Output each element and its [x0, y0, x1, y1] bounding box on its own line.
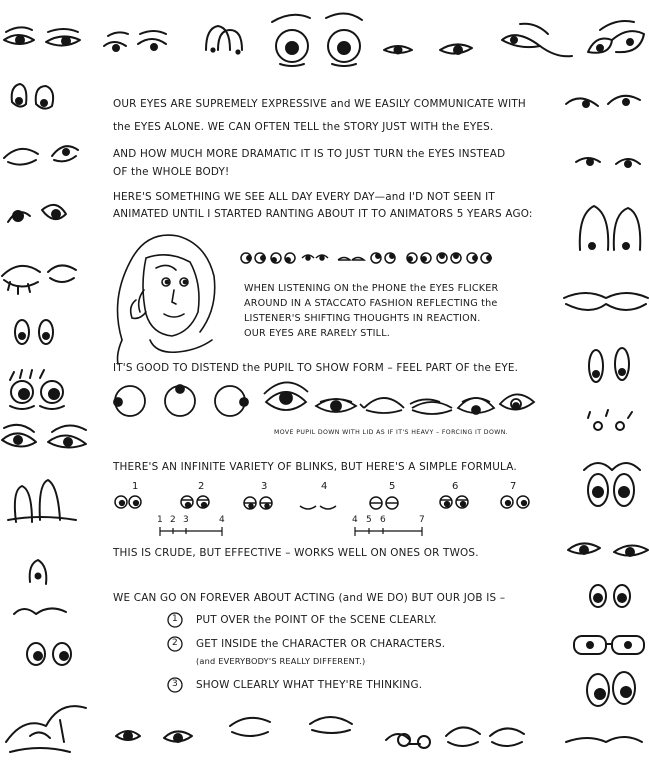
eye-doodle — [2, 425, 86, 448]
blink-number: 2 — [198, 481, 205, 492]
eye-doodle — [4, 27, 80, 45]
blink-number: 6 — [452, 481, 459, 492]
eye-doodle — [502, 24, 572, 57]
blink-number: 1 — [132, 481, 139, 492]
eye-doodle — [574, 636, 644, 654]
drama-line-1: AND HOW MUCH MORE DRAMATIC IT IS TO JUST TURN the EYES INSTEAD — [113, 148, 506, 160]
eye-doodle — [566, 737, 642, 742]
pupil-caption: MOVE PUPIL DOWN WITH LID AS IF IT'S HEAVY – FORCING IT DOWN. — [274, 429, 509, 436]
job-item-2-subtext: (and EVERYBODY'S REALLY DIFFERENT.) — [196, 656, 366, 666]
blink-number: 3 — [261, 481, 268, 492]
intro-line-2: the EYES ALONE. WE CAN OFTEN TELL the STORY JUST WITH the EYES. — [113, 121, 494, 133]
job-number: 3 — [172, 679, 178, 689]
drama-line-2: OF the WHOLE BODY! — [113, 166, 230, 178]
timing-number: 5 — [366, 515, 372, 525]
blink-eye — [316, 399, 356, 412]
phone-eye-sequence — [241, 253, 491, 263]
timing-number: 6 — [380, 515, 386, 525]
eye-doodle — [2, 265, 76, 294]
eye-doodle — [588, 410, 632, 430]
timing-number: 1 — [157, 515, 163, 525]
eye-doodle — [590, 585, 630, 607]
blink-eye — [264, 382, 308, 410]
eye-doodle — [564, 293, 648, 310]
eye-doodle — [104, 31, 166, 51]
pupil-circle — [165, 385, 195, 416]
acting-text: WE CAN GO ON FOREVER ABOUT ACTING (and WE DO) BUT OUR JOB IS – — [113, 592, 506, 604]
timing-number: 7 — [419, 515, 425, 525]
blink-eye — [300, 506, 336, 509]
blink-eye — [440, 496, 468, 508]
blink-number: 4 — [321, 481, 328, 492]
eye-doodle — [8, 205, 66, 222]
eye-doodle — [589, 348, 629, 382]
eye-doodle — [566, 96, 640, 107]
eye-doodle — [587, 672, 635, 706]
eye-doodle — [446, 727, 524, 746]
everyday-line-1: HERE'S SOMETHING WE SEE ALL DAY EVERY DAY—and I'D NOT SEEN IT — [113, 191, 495, 203]
eye-doodle — [230, 717, 352, 736]
job-number: 2 — [172, 638, 178, 648]
eye-doodle — [116, 731, 192, 742]
timing-number: 4 — [219, 515, 225, 525]
eye-doodle — [10, 370, 64, 409]
timing-number: 4 — [352, 515, 358, 525]
blink-eye — [370, 497, 398, 509]
eye-doodle — [14, 560, 66, 614]
intro-line-1: OUR EYES ARE SUPREMELY EXPRESSIVE and WE EASILY COMMUNICATE WITH — [113, 98, 526, 110]
phone-line-3: LISTENER'S SHIFTING THOUGHTS IN REACTION. — [244, 313, 481, 324]
blink-eye — [501, 496, 529, 508]
pupil-sequence — [114, 382, 534, 416]
blink-eye — [458, 398, 494, 414]
job-item-3: SHOW CLEARLY WHAT THEY'RE THINKING. — [196, 679, 423, 691]
eye-doodle — [384, 44, 472, 54]
eye-doodle — [580, 206, 640, 250]
eye-doodle — [8, 480, 76, 522]
pupil-circle — [215, 386, 248, 416]
pupil-circle — [114, 386, 145, 416]
blink-eye — [360, 398, 404, 413]
eye-doodle — [584, 463, 640, 506]
eye-doodle — [206, 26, 242, 54]
blink-number: 5 — [389, 481, 396, 492]
woman-on-phone-drawing — [118, 235, 215, 364]
blink-sequence — [115, 496, 529, 536]
blink-eye — [115, 496, 141, 508]
eye-doodle — [12, 84, 53, 109]
blink-eye — [244, 497, 272, 509]
eye-doodle — [27, 643, 71, 665]
timing-number: 3 — [183, 515, 189, 525]
blink-number: 7 — [510, 481, 517, 492]
phone-line-2: AROUND IN A STACCATO FASHION REFLECTING the — [244, 298, 498, 309]
eye-doodle — [4, 146, 78, 164]
blink-heading: THERE'S AN INFINITE VARIETY OF BLINKS, BUT HERE'S A SIMPLE FORMULA. — [113, 461, 517, 473]
phone-line-1: WHEN LISTENING ON the PHONE the EYES FLICKER — [244, 283, 499, 294]
timing-number: 2 — [170, 515, 176, 525]
phone-line-4: OUR EYES ARE RARELY STILL. — [244, 328, 391, 339]
everyday-line-2: ANIMATED UNTIL I STARTED RANTING ABOUT IT TO ANIMATORS 5 YEARS AGO: — [113, 208, 533, 220]
eye-doodle — [15, 320, 53, 344]
eye-doodle — [386, 734, 430, 748]
eye-doodle — [6, 706, 86, 752]
timing-chart-right — [355, 527, 422, 536]
blink-eye — [410, 399, 452, 414]
eye-doodle — [576, 158, 640, 167]
job-item-1: PUT OVER the POINT OF the SCENE CLEARLY. — [196, 614, 437, 626]
eye-doodle — [272, 13, 362, 66]
blink-eye — [181, 496, 209, 508]
timing-chart-left — [160, 527, 222, 536]
crude-text: THIS IS CRUDE, BUT EFFECTIVE – WORKS WELL ON ONES OR TWOS. — [113, 547, 479, 559]
blink-eye — [500, 394, 534, 409]
pupil-heading: IT'S GOOD TO DISTEND the PUPIL TO SHOW FORM – FEEL PART OF the EYE. — [113, 362, 519, 374]
eye-doodle — [568, 543, 648, 556]
job-item-2: GET INSIDE the CHARACTER OR CHARACTERS. — [196, 638, 446, 650]
eye-doodle — [588, 21, 644, 53]
job-number: 1 — [172, 614, 178, 624]
